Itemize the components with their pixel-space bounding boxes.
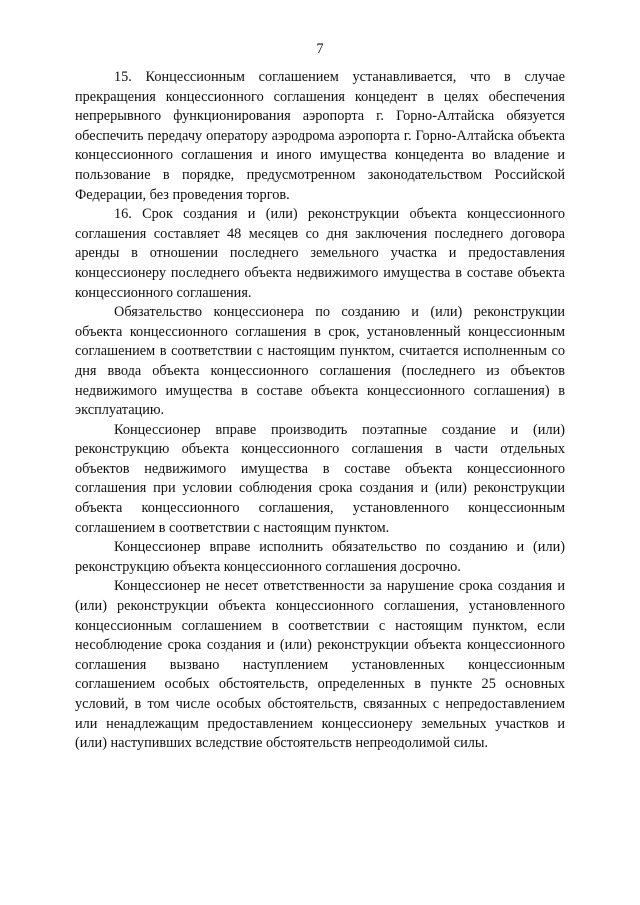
paragraph-liability-exemption: Концессионер не несет ответственности за нарушение срока создания и (или) реконструкции объекта концессионного соглашения, установленного концессионным соглашением в соответствии с настоящим пунктом, если несоблюдение срока создания и (или) реконструкции объекта концессионного соглашения вызвано наступлением установленных концессионным соглашением особых обстоятельств, определенных в пункте 25 основных условий, в том числе особых обстоятельств, связанных с непредоставлением или ненадлежащим предоставлением концессионеру земельных участков и (или) наступивших вследствие обстоятельств непреодолимой силы. bbox=[75, 578, 565, 752]
page-number: 7 bbox=[316, 41, 324, 57]
paragraph-15-transfer-on-termination: 15. Концессионным соглашением устанавливается, что в случае прекращения концессионного соглашения концедент в целях обеспечения непрерывного функционирования аэропорта г. Горно-Алтайска обязуется обеспечить передачу оператору аэродрома аэропорта г. Горно-Алтайска объекта концессионного соглашения и иного имущества концедента во владение и пользование в порядке, предусмотренном законодательством Российской Федерации, без проведения торгов. bbox=[75, 69, 565, 203]
document-body bbox=[75, 68, 565, 754]
paragraph-16-construction-term: 16. Срок создания и (или) реконструкции объекта концессионного соглашения составляет 48 месяцев со дня заключения последнего договора аренды в отношении последнего земельного участка и предоставления концессионеру последнего объекта недвижимого имущества в составе объекта концессионного соглашения. bbox=[75, 206, 565, 301]
paragraph-early-fulfillment: Концессионер вправе исполнить обязательство по созданию и (или) реконструкцию объекта концессионного соглашения досрочно. bbox=[75, 539, 565, 575]
paragraph-staged-construction: Концессионер вправе производить поэтапные создание и (или) реконструкцию объекта концессионного соглашения в части отдельных объектов недвижимого имущества в составе объекта концессионного соглашения при условии соблюдения срока создания и (или) реконструкции объекта концессионного соглашения, установленного концессионным соглашением в соответствии с настоящим пунктом. bbox=[75, 421, 565, 536]
paragraph-obligation-fulfilled: Обязательство концессионера по созданию и (или) реконструкции объекта концессионного соглашения в срок, установленный концессионным соглашением в соответствии с настоящим пунктом, считается исполненным со дня ввода объекта концессионного соглашения (последнего из объектов недвижимого имущества в составе объекта концессионного соглашения) в эксплуатацию. bbox=[75, 304, 565, 419]
